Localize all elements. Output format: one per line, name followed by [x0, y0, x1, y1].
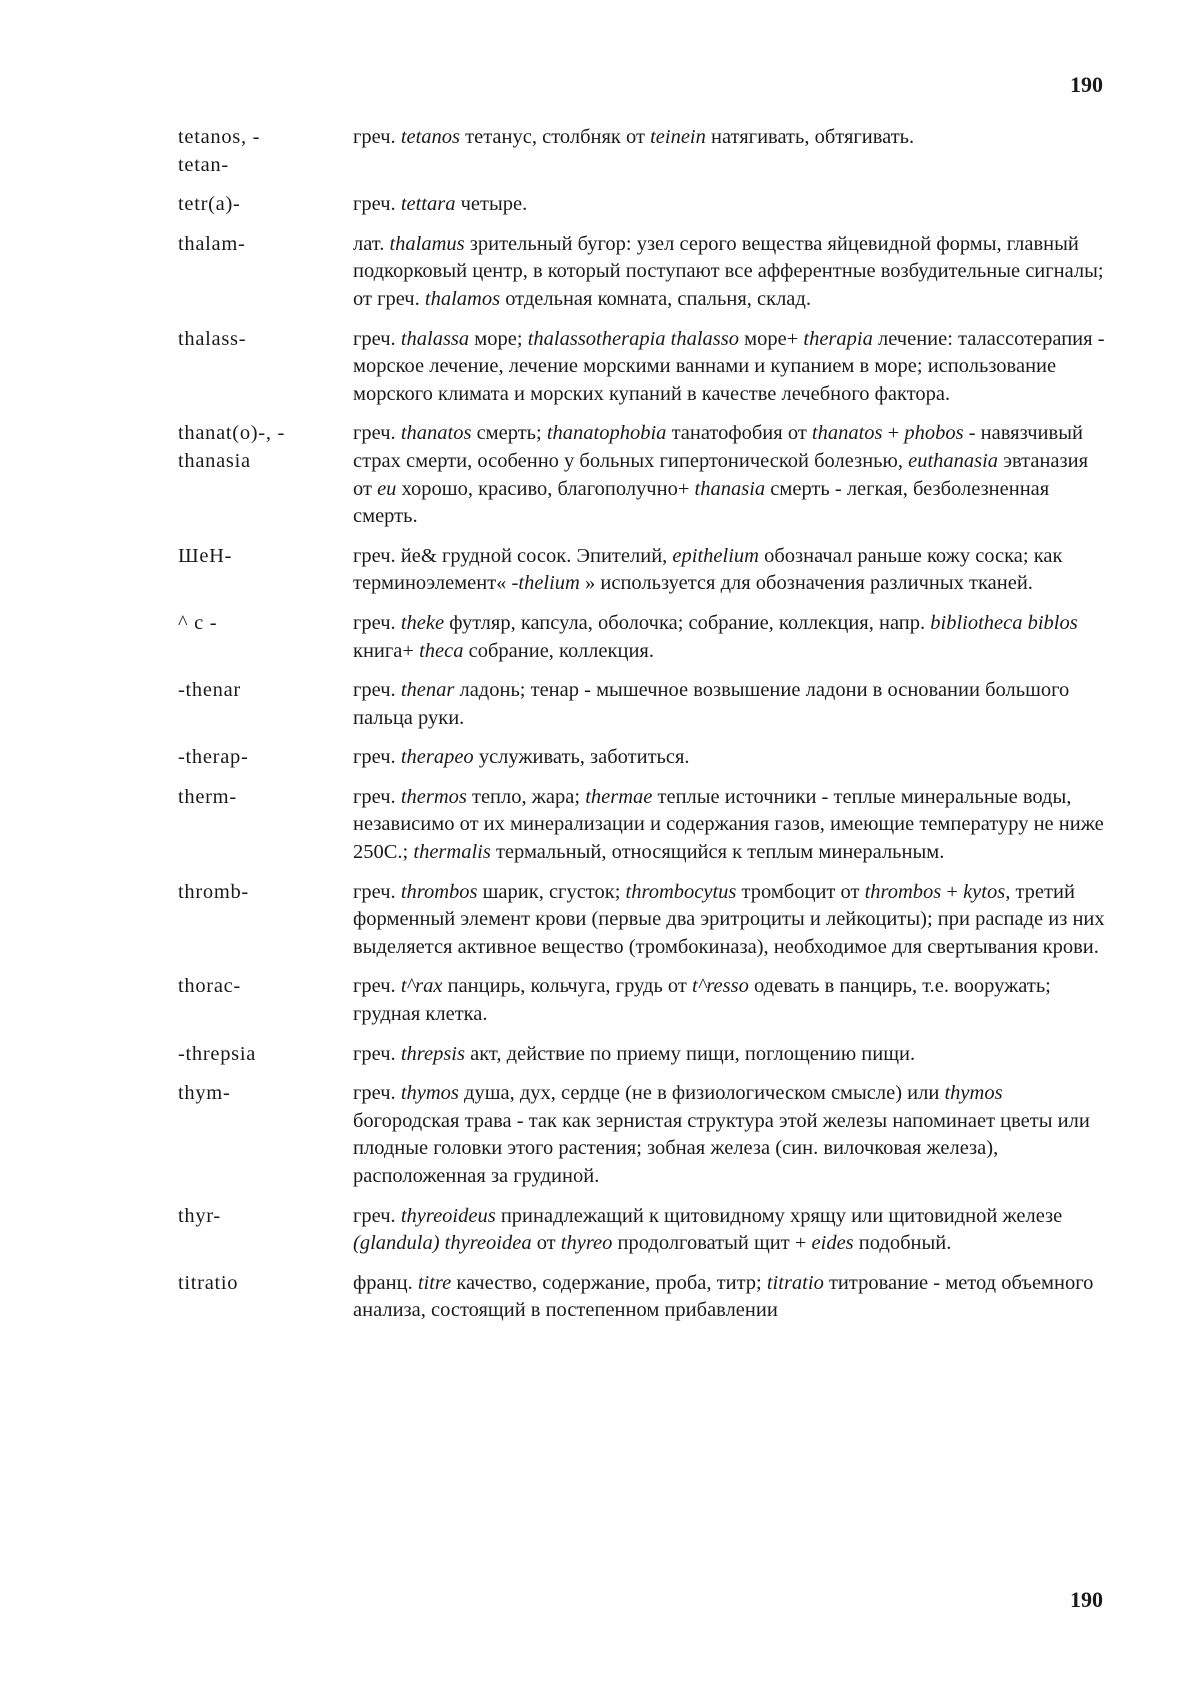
- entry-definition: [353, 1203, 1108, 1258]
- definition-text: третий форменный элемент крови (первые два эритроциты и лейкоциты); при распаде из них выделяется активное вещество (тромбокиназа), необходимое для свертывания крови.: [353, 880, 1105, 958]
- dictionary-entry: [178, 326, 1108, 409]
- definition-text: хорошо, красиво, благополучно+: [396, 477, 695, 500]
- entry-definition: [353, 973, 1108, 1028]
- definition-italic-text: t^rax: [400, 975, 443, 998]
- definition-italic-text: thrombocytus: [625, 880, 737, 903]
- definition-italic-text: thermalis: [413, 841, 491, 864]
- definition-italic-text: thanasia: [694, 477, 766, 500]
- definition-text: греч. йе& грудной сосок. Эпителий,: [353, 544, 673, 567]
- definition-italic-text: thenar: [400, 679, 455, 702]
- entry-definition: [353, 124, 1108, 179]
- dictionary-entries: [178, 124, 1108, 1337]
- dictionary-entry: [178, 879, 1108, 962]
- definition-text: шарик, сгусток;: [477, 880, 626, 903]
- definition-text: принадлежащий к щитовидному хрящу или щитовидной железе: [495, 1204, 1063, 1227]
- definition-italic-text: (glandula) thyreoidea: [353, 1232, 532, 1255]
- entry-definition: [353, 1080, 1108, 1190]
- definition-text: тепло, жара;: [466, 785, 586, 808]
- dictionary-entry: [178, 1041, 1108, 1069]
- definition-text: тромбоцит от: [736, 880, 865, 903]
- definition-italic-text: eides: [811, 1232, 854, 1255]
- entry-term: thalass-: [178, 327, 247, 350]
- definition-text: термальный, относящийся к теплым минеральным.: [490, 841, 945, 864]
- definition-text: греч.: [353, 327, 401, 350]
- definition-text: натягивать, обтягивать.: [705, 126, 915, 148]
- entry-term: thyr-: [178, 1204, 221, 1227]
- definition-text: смерть;: [471, 422, 547, 445]
- entry-definition: [353, 420, 1108, 530]
- definition-text: - навязчивый страх смерти, особенно у больных гипертонической болезнью,: [353, 422, 1083, 472]
- definition-italic-text: thalamus: [389, 232, 465, 255]
- definition-italic-text: thalamos: [424, 287, 501, 310]
- definition-italic-text: thymos: [400, 1082, 459, 1105]
- definition-text: греч.: [353, 679, 401, 702]
- definition-text: ладонь; тенар - мышечное возвышение ладони в основании большого пальца руки.: [353, 679, 1070, 729]
- definition-text: греч.: [353, 1042, 401, 1065]
- definition-text: футляр, капсула, оболочка; собрание, коллекция, напр.: [444, 611, 931, 634]
- definition-italic-text: teinein: [650, 126, 706, 148]
- entry-definition: [353, 1041, 1108, 1069]
- dictionary-entry: [178, 124, 1108, 179]
- entry-term: ШеН-: [178, 544, 233, 567]
- entry-term: -threpsia: [178, 1042, 257, 1065]
- definition-text: обозначал раньше кожу соска; как терминоэлемент«: [353, 544, 1063, 595]
- entry-definition: [353, 1270, 1108, 1325]
- page-number-top: 190: [1070, 72, 1103, 97]
- dictionary-entry: [178, 784, 1108, 867]
- definition-italic-text: thanatos: [811, 422, 883, 445]
- entry-definition: [353, 744, 1108, 772]
- dictionary-entry: [178, 677, 1108, 732]
- definition-italic-text: epithelium: [672, 544, 759, 567]
- definition-text: титрование - метод объемного анализа, состоящий в постепенном прибавлении: [353, 1271, 1094, 1322]
- definition-text: +: [941, 880, 964, 903]
- definition-italic-text: thalassa: [400, 327, 470, 350]
- definition-text: греч.: [353, 611, 401, 634]
- definition-italic-text: eu: [377, 477, 397, 500]
- entry-definition: [353, 879, 1108, 962]
- dictionary-entry: [178, 1203, 1108, 1258]
- entry-definition: [353, 610, 1108, 665]
- definition-text: панцирь, кольчуга, грудь от: [442, 975, 692, 998]
- definition-text: четыре.: [455, 193, 528, 216]
- entry-definition: [353, 784, 1108, 867]
- definition-italic-text: threpsis: [400, 1042, 465, 1065]
- entry-term: titratio: [178, 1271, 239, 1294]
- definition-text: услуживать, заботиться.: [473, 746, 690, 769]
- definition-text: от: [531, 1232, 561, 1255]
- definition-text: греч.: [353, 422, 401, 445]
- entry-term: ^ с -: [178, 611, 218, 634]
- dictionary-entry: [178, 420, 1108, 530]
- definition-italic-text: titratio: [766, 1271, 824, 1294]
- definition-text: тетанус, столбняк от: [460, 126, 651, 148]
- entry-definition: [353, 326, 1108, 409]
- definition-italic-text: thrombos: [400, 880, 478, 903]
- definition-italic-text: thanatos: [400, 422, 472, 445]
- dictionary-entry: [178, 191, 1108, 219]
- definition-italic-text: therapeo: [400, 746, 474, 769]
- definition-text: душа, дух, сердце (не в физиологическом смысле) или: [458, 1082, 945, 1105]
- definition-text: эвтаназия от: [353, 449, 1089, 500]
- definition-italic-text: theke: [400, 611, 445, 634]
- definition-text: собрание, коллекция.: [463, 639, 654, 662]
- definition-text: качество, содержание, проба, титр;: [451, 1271, 767, 1294]
- entry-definition: [353, 231, 1108, 314]
- definition-text: греч.: [353, 1204, 401, 1227]
- definition-italic-text: tettara: [400, 193, 456, 216]
- dictionary-entry: [178, 610, 1108, 665]
- entry-definition: [353, 543, 1108, 598]
- definition-text: греч.: [353, 746, 401, 769]
- definition-italic-text: titre: [417, 1271, 452, 1294]
- definition-text: акт, действие по приему пищи, поглощению пищи.: [464, 1042, 916, 1065]
- definition-italic-text: theca: [419, 639, 464, 662]
- definition-text: богородская трава - так как зернистая структура этой железы напоминает цветы или плодные головки этого растения; зобная железа (син. вилочковая железа), расположенная за грудиной.: [353, 1109, 1090, 1187]
- dictionary-entry: [178, 231, 1108, 314]
- definition-text: подобный.: [853, 1232, 952, 1255]
- definition-text: греч.: [353, 975, 401, 998]
- definition-italic-text: thanatophobia: [546, 422, 667, 445]
- definition-text: танатофобия от: [666, 422, 812, 445]
- definition-text: зрительный бугор: узел серого вещества яйцевидной формы, главный подкорковый центр, в который поступают все афферентные возбудительные сигналы; от греч.: [353, 232, 1104, 310]
- dictionary-entry: [178, 1270, 1108, 1325]
- definition-text: греч.: [353, 193, 401, 216]
- definition-text: лечение: талассотерапия - морское лечение, лечение морскими ваннами и купанием в море; использование морского климата и морских купаний в качестве лечебного фактора.: [353, 327, 1105, 405]
- definition-text: продолговатый щит +: [612, 1232, 812, 1255]
- definition-text: теплые источники - теплые минеральные воды, независимо от их минерализации и содержания газов, имеющие температуру не ниже 250С.;: [353, 785, 1104, 864]
- definition-italic-text: thymos: [944, 1082, 1003, 1105]
- definition-italic-text: therapia: [803, 327, 873, 350]
- definition-text: греч.: [353, 785, 401, 808]
- definition-text: греч.: [353, 1082, 401, 1105]
- definition-italic-text: thrombos: [864, 880, 942, 903]
- definition-italic-text: bibliotheca biblos: [930, 611, 1078, 634]
- definition-italic-text: -thelium: [511, 572, 580, 595]
- dictionary-entry: [178, 744, 1108, 772]
- definition-text: +: [882, 422, 905, 445]
- entry-term: -thenar: [178, 679, 241, 702]
- definition-text: греч.: [353, 880, 401, 903]
- definition-text: лат.: [353, 232, 390, 255]
- dictionary-entry: [178, 543, 1108, 598]
- entry-term: tetanos, - tetan-: [178, 126, 261, 176]
- definition-text: море;: [469, 327, 528, 350]
- definition-text: отдельная комната, спальня, склад.: [500, 287, 811, 310]
- definition-text: море+: [739, 327, 804, 350]
- definition-italic-text: phobos: [904, 422, 964, 445]
- definition-italic-text: kytos,: [963, 880, 1011, 903]
- entry-term: thromb-: [178, 880, 249, 903]
- entry-definition: [353, 191, 1108, 219]
- definition-text: смерть - легкая, безболезненная смерть.: [353, 477, 1050, 528]
- definition-text: одевать в панцирь, т.е. вооружать; грудная клетка.: [353, 975, 1051, 1026]
- entry-term: thalam-: [178, 232, 246, 255]
- entry-term: tetr(a)-: [178, 193, 241, 216]
- definition-text: греч.: [353, 126, 401, 148]
- dictionary-entry: [178, 1080, 1108, 1190]
- definition-text: книга+: [353, 639, 420, 662]
- definition-italic-text: t^resso: [692, 975, 749, 998]
- entry-term: therm-: [178, 785, 237, 808]
- definition-italic-text: thalassotherapia thalasso: [527, 327, 739, 350]
- entry-term: -therap-: [178, 746, 249, 769]
- entry-term: thym-: [178, 1082, 231, 1105]
- entry-term: thorac-: [178, 975, 241, 998]
- definition-text: » используется для обозначения различных тканей.: [579, 572, 1033, 595]
- definition-italic-text: tetanos: [400, 126, 461, 148]
- dictionary-entry: [178, 973, 1108, 1028]
- definition-italic-text: thyreo: [560, 1232, 613, 1255]
- definition-italic-text: thyreoideus: [400, 1204, 496, 1227]
- definition-italic-text: thermae: [585, 785, 653, 808]
- definition-italic-text: thermos: [400, 785, 467, 808]
- page-number-bottom: 190: [1070, 1587, 1103, 1612]
- definition-italic-text: euthanasia: [908, 449, 999, 472]
- entry-term: thanat(o)-, - thanasia: [178, 422, 285, 472]
- definition-text: франц.: [353, 1271, 418, 1294]
- entry-definition: [353, 677, 1108, 732]
